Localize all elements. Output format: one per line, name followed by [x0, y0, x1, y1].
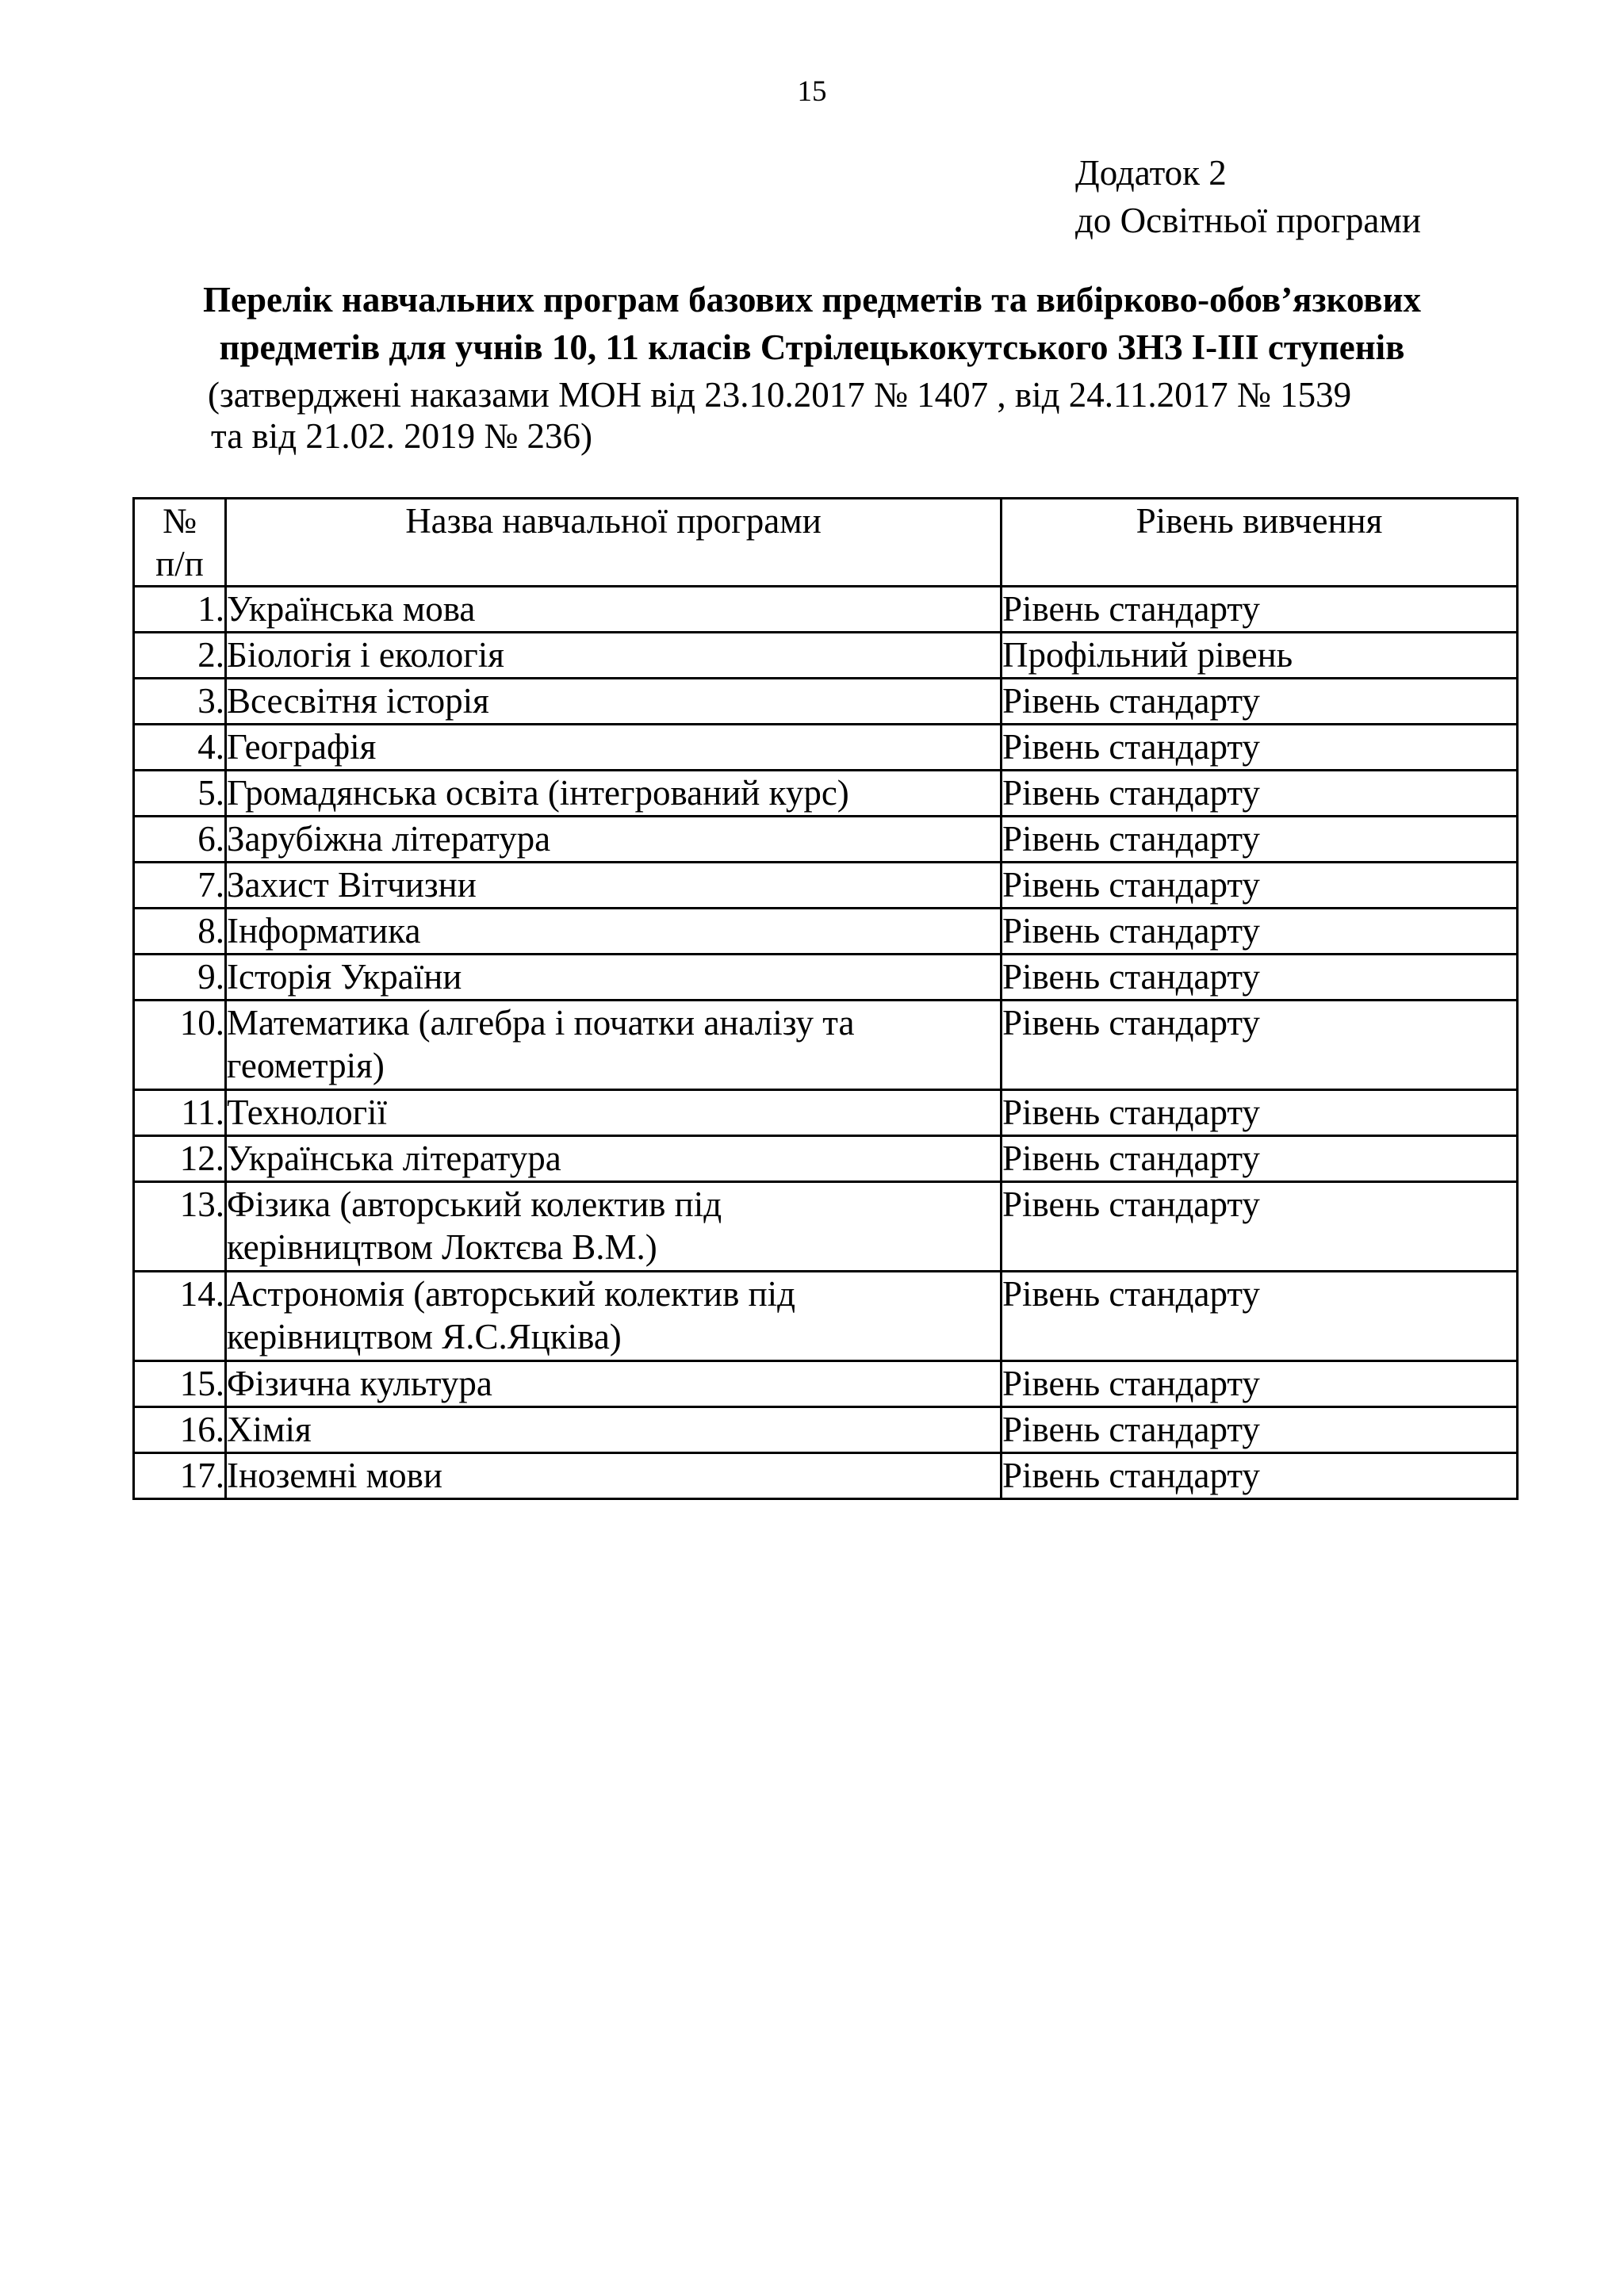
row-number: 17. [134, 1453, 226, 1499]
row-level: Рівень стандарту [1002, 1090, 1518, 1136]
table-row [134, 909, 1518, 955]
header-number-line-2: п/п [155, 544, 204, 584]
row-level: Рівень стандарту [1002, 1182, 1518, 1272]
row-level: Рівень стандарту [1002, 1136, 1518, 1182]
row-level: Рівень стандарту [1002, 909, 1518, 955]
row-level: Профільний рівень [1002, 633, 1518, 679]
title-line-3: (затверджені наказами МОН від 23.10.2017 № 1407 , від 24.11.2017 № 1539 [208, 375, 1352, 415]
row-level: Рівень стандарту [1002, 1453, 1518, 1499]
row-number: 2. [134, 633, 226, 679]
row-program-name: Українська література [226, 1136, 1002, 1182]
row-program-name-line-1: Фізика (авторський колектив під [227, 1184, 722, 1224]
row-level: Рівень стандарту [1002, 1272, 1518, 1361]
row-program-name: Захист Вітчизни [226, 863, 1002, 909]
row-level: Рівень стандарту [1002, 863, 1518, 909]
table-row [134, 679, 1518, 725]
row-program-name: Українська мова [226, 587, 1002, 633]
document-title [0, 276, 1624, 456]
table-row [134, 817, 1518, 863]
table-row [134, 1182, 1518, 1272]
row-number: 10. [134, 1001, 226, 1090]
table-row [134, 863, 1518, 909]
row-number: 9. [134, 955, 226, 1001]
row-program-name: Іноземні мови [226, 1453, 1002, 1499]
table-row [134, 1407, 1518, 1453]
row-number: 1. [134, 587, 226, 633]
title-line-2: предметів для учнів 10, 11 класів Стрілецькокутського ЗНЗ І-ІІІ ступенів [219, 327, 1405, 367]
row-program-name: Хімія [226, 1407, 1002, 1453]
title-line-1: Перелік навчальних програм базових предметів та вибірково-обов’язкових [202, 280, 1422, 320]
row-program-name-line-2: керівництвом Локтєва В.М.) [227, 1227, 657, 1267]
row-program-name-line-1: Математика (алгебра і початки аналізу та [227, 1003, 855, 1043]
row-number: 7. [134, 863, 226, 909]
row-program-name: Технології [226, 1090, 1002, 1136]
row-program-name: Інформатика [226, 909, 1002, 955]
table-row [134, 771, 1518, 817]
row-level: Рівень стандарту [1002, 1407, 1518, 1453]
row-level: Рівень стандарту [1002, 679, 1518, 725]
table-row [134, 1361, 1518, 1407]
row-level: Рівень стандарту [1002, 1001, 1518, 1090]
header-number-line-1: № [163, 501, 197, 541]
table-row [134, 1272, 1518, 1361]
table-row [134, 1136, 1518, 1182]
row-number: 8. [134, 909, 226, 955]
appendix-line-2: до Освітньої програми [1075, 201, 1421, 240]
page-number: 15 [797, 75, 827, 108]
header-number [134, 499, 226, 587]
row-level: Рівень стандарту [1002, 587, 1518, 633]
header-level: Рівень вивчення [1002, 499, 1518, 587]
table-row [134, 725, 1518, 771]
appendix-note [1075, 149, 1421, 244]
row-program-name: Громадянська освіта (інтегрований курс) [226, 771, 1002, 817]
title-line-4: та від 21.02. 2019 № 236) [211, 416, 593, 456]
table-row [134, 955, 1518, 1001]
table-row [134, 1090, 1518, 1136]
row-level: Рівень стандарту [1002, 771, 1518, 817]
row-number: 6. [134, 817, 226, 863]
row-number: 11. [134, 1090, 226, 1136]
programs-table [132, 497, 1519, 1500]
appendix-line-1: Додаток 2 [1075, 153, 1227, 193]
row-program-name-line-2: керівництвом Я.С.Яцківа) [227, 1317, 622, 1357]
row-level: Рівень стандарту [1002, 955, 1518, 1001]
row-number: 4. [134, 725, 226, 771]
row-program-name-line-2: геометрія) [227, 1046, 385, 1085]
row-number: 15. [134, 1361, 226, 1407]
table-row [134, 1453, 1518, 1499]
row-program-name: Фізична культура [226, 1361, 1002, 1407]
row-number: 5. [134, 771, 226, 817]
row-number: 3. [134, 679, 226, 725]
row-program-name: Біологія і екологія [226, 633, 1002, 679]
row-program-name-line-1: Астрономія (авторський колектив під [227, 1274, 796, 1314]
row-level: Рівень стандарту [1002, 817, 1518, 863]
row-program-name [226, 1001, 1002, 1090]
row-program-name: Географія [226, 725, 1002, 771]
row-program-name: Всесвітня історія [226, 679, 1002, 725]
table-header-row [134, 499, 1518, 587]
row-level: Рівень стандарту [1002, 1361, 1518, 1407]
header-program-name: Назва навчальної програми [226, 499, 1002, 587]
table-row [134, 587, 1518, 633]
row-number: 16. [134, 1407, 226, 1453]
row-level: Рівень стандарту [1002, 725, 1518, 771]
row-number: 14. [134, 1272, 226, 1361]
row-program-name [226, 1272, 1002, 1361]
table-row [134, 1001, 1518, 1090]
row-number: 12. [134, 1136, 226, 1182]
table-row [134, 633, 1518, 679]
row-number: 13. [134, 1182, 226, 1272]
row-program-name: Історія України [226, 955, 1002, 1001]
row-program-name [226, 1182, 1002, 1272]
row-program-name: Зарубіжна література [226, 817, 1002, 863]
